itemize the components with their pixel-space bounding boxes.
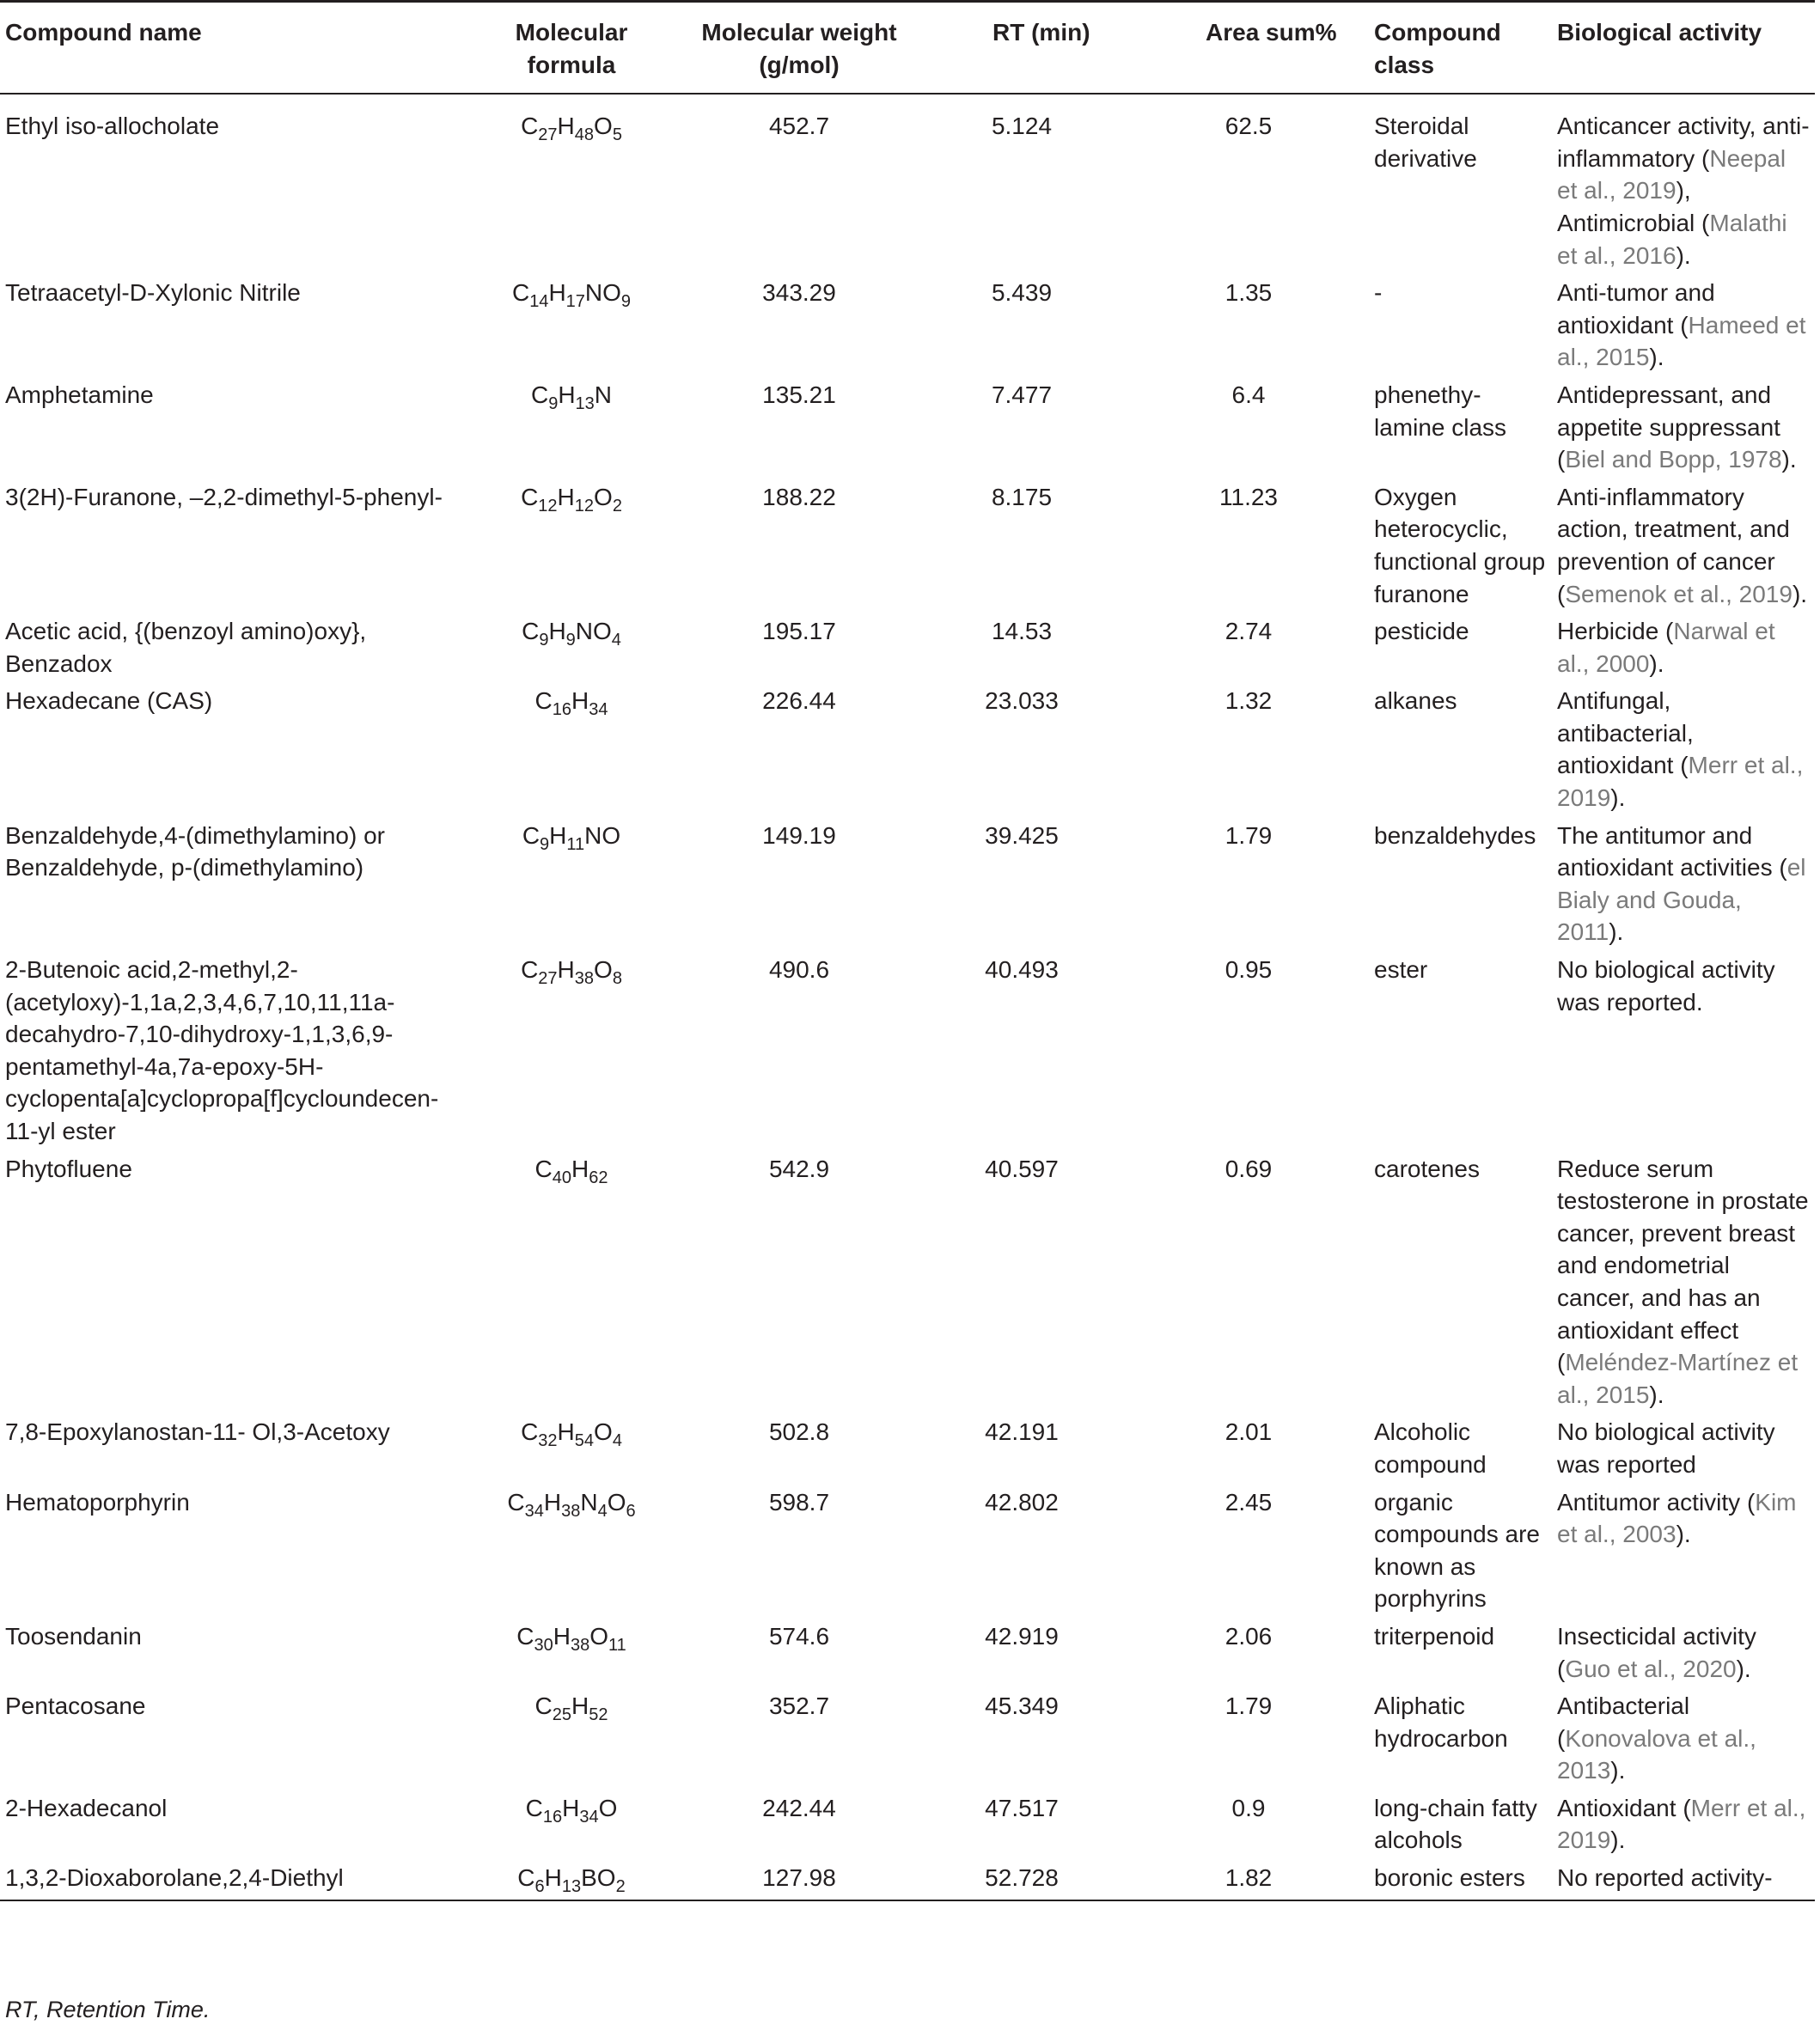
- cell-molecular-weight: 226.44: [762, 687, 836, 715]
- formula-element: H: [548, 279, 566, 307]
- cell-molecular-weight: 352.7: [768, 1692, 830, 1720]
- activity-text: Antioxidant (: [1557, 1794, 1691, 1821]
- header-biological-activity: Biological activity: [1557, 19, 1762, 46]
- cell-molecular-weight: 452.7: [768, 113, 830, 140]
- formula-element: C: [522, 618, 540, 645]
- cell-compound-name: Hexadecane (CAS): [5, 687, 213, 715]
- cell-compound-name: Ethyl iso-allocholate: [5, 113, 220, 140]
- cell-molecular-formula: [460, 1416, 683, 1485]
- table-row: [0, 1416, 1815, 1485]
- formula-element: O: [607, 1488, 626, 1516]
- cell-rt: 40.493: [985, 956, 1059, 984]
- cell-compound-name: 2-Butenoic acid,2-methyl,2-(acetyloxy)-1,1a,2,3,4,6,7,10,11,11a-decahydro-7,10-dihydroxy-1,1,3,6,9-pentamethyl-4a,7a-epoxy-5H-cyclopenta[a]cyclopropa[f]cycloundecen-11-yl ester: [5, 956, 439, 1144]
- formula-subscript: 34: [579, 1807, 599, 1827]
- activity-text: Antifungal, antibacterial, antioxidant (: [1557, 687, 1694, 779]
- cell-molecular-formula: [460, 1690, 683, 1792]
- formula-subscript: 34: [589, 700, 608, 720]
- formula-subscript: 9: [620, 292, 632, 312]
- citation-link[interactable]: Biel and Bopp, 1978: [1565, 446, 1782, 473]
- table-row: [0, 481, 1815, 615]
- cell-molecular-formula: [460, 277, 683, 379]
- cell-biological-activity: [1552, 1486, 1815, 1620]
- cell-molecular-weight: 242.44: [762, 1794, 836, 1821]
- cell-area-sum: 1.32: [1225, 687, 1273, 715]
- cell-compound-name: Amphetamine: [5, 381, 154, 408]
- formula-subscript: 9: [539, 631, 549, 650]
- formula-element: H: [557, 113, 575, 140]
- activity-text: No biological activity was reported.: [1557, 956, 1775, 1016]
- cell-molecular-weight: 135.21: [762, 381, 836, 408]
- formula-subscript: 13: [575, 393, 595, 413]
- formula-subscript: 62: [589, 1168, 608, 1187]
- citation-link[interactable]: Malathi et al., 2016: [1557, 209, 1787, 269]
- activity-text: No reported activity-: [1557, 1864, 1773, 1892]
- formula-element: NO: [575, 618, 612, 645]
- formula-subscript: 4: [611, 631, 621, 650]
- formula-subscript: 40: [552, 1168, 571, 1187]
- formula-element: C: [522, 821, 541, 849]
- cell-compound-class: Oxygen heterocyclic, functional group furanone: [1374, 483, 1546, 607]
- cell-rt: 52.728: [985, 1864, 1059, 1892]
- cell-compound-class: carotenes: [1374, 1155, 1480, 1182]
- activity-text: ).: [1609, 918, 1624, 946]
- formula-element: H: [543, 1488, 562, 1516]
- formula-element: C: [507, 1488, 525, 1516]
- cell-compound-name: Pentacosane: [5, 1692, 146, 1720]
- cell-molecular-weight: 188.22: [762, 483, 836, 510]
- cell-biological-activity: [1552, 1620, 1815, 1690]
- cell-compound-name: Phytofluene: [5, 1155, 132, 1182]
- cell-area-sum: 1.79: [1225, 1692, 1273, 1720]
- cell-area-sum: 6.4: [1231, 381, 1266, 408]
- activity-text: Antibacterial (: [1557, 1692, 1690, 1752]
- cell-compound-name: 7,8-Epoxylanostan-11- Ol,3-Acetoxy: [5, 1418, 390, 1446]
- formula-subscript: 11: [566, 834, 585, 854]
- formula-subscript: 30: [534, 1635, 553, 1655]
- formula-element: C: [517, 1864, 535, 1892]
- table-body: [0, 94, 1815, 1900]
- formula-subscript: 9: [540, 834, 550, 854]
- formula-element: H: [549, 821, 567, 849]
- cell-molecular-weight: 502.8: [768, 1418, 830, 1446]
- cell-rt: 8.175: [991, 483, 1053, 510]
- formula-element: N: [594, 381, 613, 408]
- cell-compound-class: triterpenoid: [1374, 1622, 1495, 1650]
- cell-molecular-formula: [460, 1792, 683, 1862]
- activity-text: ).: [1649, 650, 1664, 677]
- citation-link[interactable]: Semenok et al., 2019: [1565, 580, 1793, 607]
- cell-compound-name: Benzaldehyde,4-(dimethylamino) or Benzaldehyde, p-(dimethylamino): [5, 821, 385, 881]
- cell-compound-name: Tetraacetyl-D-Xylonic Nitrile: [5, 279, 301, 307]
- cell-compound-name: 3(2H)-Furanone, –2,2-dimethyl-5-phenyl-: [5, 483, 443, 510]
- cell-molecular-formula: [460, 615, 683, 685]
- cell-biological-activity: [1552, 94, 1815, 277]
- cell-rt: 47.517: [985, 1794, 1059, 1821]
- cell-area-sum: 1.79: [1225, 821, 1273, 849]
- cell-compound-class: pesticide: [1374, 618, 1469, 645]
- table-row: [0, 94, 1815, 277]
- formula-subscript: 8: [612, 969, 622, 989]
- activity-text: The antitumor and antioxidant activities (: [1557, 821, 1787, 881]
- activity-text: Anti-inflammatory action, treatment, and prevention of cancer (: [1557, 483, 1790, 607]
- cell-molecular-formula: [460, 379, 683, 481]
- formula-subscript: 16: [542, 1807, 563, 1827]
- cell-molecular-formula: [460, 94, 683, 277]
- formula-subscript: 12: [574, 496, 595, 515]
- activity-text: Anti-tumor and antioxidant (: [1557, 279, 1715, 338]
- cell-compound-name: Toosendanin: [5, 1622, 142, 1650]
- cell-rt: 5.439: [991, 279, 1053, 307]
- formula-subscript: 2: [612, 496, 622, 515]
- cell-biological-activity: [1552, 1792, 1815, 1862]
- activity-text: Reduce serum testosterone in prostate cancer, prevent breast and endometrial cancer, and has an antioxidant effect (: [1557, 1155, 1809, 1376]
- cell-molecular-formula: [460, 1153, 683, 1417]
- formula-element: C: [521, 113, 539, 140]
- table-row: [0, 1690, 1815, 1792]
- formula-element: H: [571, 1692, 589, 1720]
- citation-link[interactable]: Konovalova et al., 2013: [1557, 1724, 1756, 1784]
- cell-molecular-formula: [460, 1620, 683, 1690]
- cell-molecular-weight: 127.98: [762, 1864, 836, 1892]
- activity-text: ).: [1676, 1521, 1691, 1548]
- cell-area-sum: 2.45: [1225, 1488, 1273, 1516]
- formula-element: C: [534, 687, 553, 715]
- cell-molecular-formula: [460, 481, 683, 615]
- cell-biological-activity: [1552, 1690, 1815, 1792]
- cell-compound-name: Acetic acid, {(benzoyl amino)oxy}, Benzadox: [5, 618, 367, 677]
- citation-link[interactable]: Hameed et al., 2015: [1557, 311, 1806, 371]
- formula-element: C: [525, 1794, 543, 1821]
- cell-compound-class: phenethy-lamine class: [1374, 381, 1507, 441]
- formula-element: O: [598, 1794, 618, 1821]
- cell-molecular-weight: 574.6: [768, 1622, 830, 1650]
- formula-element: O: [594, 483, 613, 510]
- cell-area-sum: 1.35: [1225, 279, 1273, 307]
- formula-element: H: [557, 1418, 575, 1446]
- header-area-sum: Area sum%: [1206, 19, 1337, 46]
- cell-molecular-weight: 195.17: [762, 618, 836, 645]
- cell-area-sum: 2.74: [1225, 618, 1273, 645]
- table-row: [0, 379, 1815, 481]
- footnote: RT, Retention Time.: [5, 1997, 211, 2022]
- formula-element: O: [594, 113, 613, 140]
- formula-element: H: [562, 1794, 580, 1821]
- cell-molecular-weight: 598.7: [768, 1488, 830, 1516]
- cell-rt: 42.802: [985, 1488, 1059, 1516]
- header-rt: RT (min): [992, 19, 1090, 46]
- cell-compound-class: ester: [1374, 956, 1428, 984]
- formula-element: H: [557, 956, 575, 984]
- cell-compound-class: long-chain fatty alcohols: [1374, 1794, 1537, 1854]
- cell-compound-name: 1,3,2-Dioxaborolane,2,4-Diethyl: [5, 1864, 344, 1892]
- formula-element: C: [530, 381, 549, 408]
- cell-compound-class: benzaldehydes: [1374, 821, 1536, 849]
- table-row: [0, 820, 1815, 954]
- cell-biological-activity: [1552, 820, 1815, 954]
- cell-biological-activity: [1552, 1153, 1815, 1417]
- cell-area-sum: 11.23: [1219, 483, 1278, 510]
- cell-rt: 45.349: [985, 1692, 1059, 1720]
- cell-molecular-weight: 490.6: [768, 956, 830, 984]
- formula-subscript: 25: [552, 1705, 571, 1725]
- cell-compound-class: -: [1374, 279, 1383, 307]
- table-row: [0, 615, 1815, 685]
- activity-text: ).: [1649, 344, 1664, 371]
- cell-area-sum: 2.06: [1225, 1622, 1273, 1650]
- formula-element: H: [557, 483, 575, 510]
- formula-subscript: 38: [561, 1501, 581, 1521]
- activity-text: Herbicide (: [1557, 618, 1674, 645]
- formula-subscript: 9: [565, 631, 576, 650]
- formula-element: N: [580, 1488, 598, 1516]
- formula-subscript: 4: [612, 1431, 622, 1451]
- cell-compound-class: Alcoholic compound: [1374, 1418, 1487, 1478]
- formula-element: C: [534, 1155, 553, 1182]
- formula-element: C: [516, 1622, 534, 1650]
- cell-area-sum: 0.95: [1225, 956, 1273, 984]
- cell-rt: 42.919: [985, 1622, 1059, 1650]
- formula-element: NO: [584, 279, 621, 307]
- formula-subscript: 4: [597, 1501, 608, 1521]
- cell-compound-class: Steroidal derivative: [1374, 113, 1477, 172]
- formula-subscript: 13: [561, 1877, 582, 1897]
- citation-link[interactable]: Narwal et al., 2000: [1557, 618, 1775, 677]
- formula-subscript: 11: [608, 1635, 626, 1655]
- cell-molecular-weight: 149.19: [762, 821, 836, 849]
- cell-biological-activity: [1552, 954, 1815, 1153]
- formula-element: C: [534, 1692, 553, 1720]
- cell-molecular-weight: 343.29: [762, 279, 836, 307]
- formula-element: O: [594, 956, 613, 984]
- table-row: [0, 1486, 1815, 1620]
- cell-area-sum: 1.82: [1225, 1864, 1273, 1892]
- formula-subscript: 5: [612, 125, 622, 145]
- formula-subscript: 34: [524, 1501, 544, 1521]
- formula-subscript: 48: [574, 125, 595, 145]
- cell-biological-activity: [1552, 481, 1815, 615]
- table-row: [0, 1620, 1815, 1690]
- cell-rt: 14.53: [991, 618, 1053, 645]
- header-row: [0, 2, 1815, 95]
- formula-element: O: [594, 1418, 613, 1446]
- formula-element: C: [521, 956, 539, 984]
- cell-compound-class: boronic esters: [1374, 1864, 1525, 1892]
- cell-biological-activity: [1552, 1416, 1815, 1485]
- formula-subscript: 32: [538, 1431, 558, 1451]
- table-row: [0, 1862, 1815, 1900]
- formula-subscript: 27: [538, 125, 558, 145]
- cell-molecular-formula: [460, 954, 683, 1153]
- table-row: [0, 954, 1815, 1153]
- formula-subscript: 38: [570, 1635, 590, 1655]
- cell-molecular-formula: [460, 1862, 683, 1900]
- activity-text: ).: [1610, 1757, 1626, 1784]
- formula-element: BO: [581, 1864, 616, 1892]
- cell-molecular-weight: 542.9: [768, 1155, 830, 1182]
- activity-text: Antitumor activity (: [1557, 1488, 1756, 1516]
- formula-element: C: [521, 483, 539, 510]
- formula-subscript: 14: [529, 292, 549, 312]
- cell-area-sum: 2.01: [1225, 1418, 1273, 1446]
- formula-element: H: [558, 381, 576, 408]
- formula-subscript: 54: [574, 1431, 595, 1451]
- formula-element: C: [511, 279, 530, 307]
- citation-link[interactable]: Merr et al., 2019: [1557, 1794, 1806, 1854]
- formula-element: H: [571, 687, 589, 715]
- formula-subscript: 6: [534, 1877, 545, 1897]
- cell-biological-activity: [1552, 1862, 1815, 1900]
- activity-text: ).: [1649, 1381, 1664, 1408]
- cell-rt: 23.033: [985, 687, 1059, 715]
- citation-link[interactable]: Meléndez-Martínez et al., 2015: [1557, 1349, 1799, 1408]
- formula-subscript: 52: [589, 1705, 608, 1725]
- cell-biological-activity: [1552, 277, 1815, 379]
- formula-subscript: 12: [538, 496, 558, 515]
- formula-element: H: [544, 1864, 562, 1892]
- cell-compound-class: Aliphatic hydrocarbon: [1374, 1692, 1508, 1752]
- cell-molecular-formula: [460, 1486, 683, 1620]
- cell-molecular-formula: [460, 820, 683, 954]
- cell-biological-activity: [1552, 685, 1815, 819]
- table-row: [0, 1153, 1815, 1417]
- citation-link[interactable]: Guo et al., 2020: [1565, 1655, 1737, 1682]
- activity-text: Antidepressant, and appetite suppressant (: [1557, 381, 1780, 473]
- formula-subscript: 9: [548, 393, 559, 413]
- formula-element: H: [548, 618, 566, 645]
- header-compound-name: Compound name: [5, 19, 202, 46]
- formula-element: C: [521, 1418, 539, 1446]
- formula-element: NO: [584, 821, 621, 849]
- activity-text: ).: [1736, 1655, 1751, 1682]
- activity-text: No biological activity was reported: [1557, 1418, 1775, 1478]
- header-compound-class: Compound class: [1374, 19, 1501, 78]
- formula-subscript: 6: [626, 1501, 636, 1521]
- cell-rt: 39.425: [985, 821, 1059, 849]
- formula-subscript: 27: [538, 969, 558, 989]
- citation-link[interactable]: Kim et al., 2003: [1557, 1488, 1797, 1548]
- formula-element: O: [589, 1622, 608, 1650]
- table-row: [0, 685, 1815, 819]
- formula-element: H: [571, 1155, 589, 1182]
- activity-text: Insecticidal activity (: [1557, 1622, 1756, 1682]
- cell-compound-class: alkanes: [1374, 687, 1457, 715]
- cell-compound-class: organic compounds are known as porphyrins: [1374, 1488, 1541, 1613]
- activity-text: ).: [1610, 784, 1626, 812]
- formula-subscript: 2: [615, 1877, 626, 1897]
- activity-text: ), Antimicrobial (: [1557, 177, 1710, 236]
- table-row: [0, 1792, 1815, 1862]
- cell-compound-name: Hematoporphyrin: [5, 1488, 190, 1516]
- header-molecular-weight: Molecular weight (g/mol): [701, 19, 897, 78]
- cell-rt: 40.597: [985, 1155, 1059, 1182]
- cell-area-sum: 0.69: [1225, 1155, 1273, 1182]
- cell-rt: 7.477: [991, 381, 1053, 408]
- cell-area-sum: 0.9: [1231, 1794, 1266, 1821]
- citation-link[interactable]: Neepal et al., 2019: [1557, 144, 1786, 204]
- cell-area-sum: 62.5: [1225, 113, 1273, 140]
- cell-rt: 42.191: [985, 1418, 1059, 1446]
- citation-link[interactable]: Merr et al., 2019: [1557, 752, 1804, 812]
- citation-link[interactable]: el Bialy and Gouda, 2011: [1557, 854, 1806, 946]
- formula-subscript: 17: [565, 292, 585, 312]
- activity-text: Anticancer activity, anti-inflammatory (: [1557, 113, 1810, 172]
- formula-subscript: 38: [574, 969, 595, 989]
- activity-text: ).: [1792, 580, 1808, 607]
- activity-text: ).: [1610, 1827, 1626, 1854]
- formula-subscript: 16: [552, 700, 571, 720]
- activity-text: ).: [1781, 446, 1797, 473]
- cell-biological-activity: [1552, 615, 1815, 685]
- cell-compound-name: 2-Hexadecanol: [5, 1794, 168, 1821]
- table-row: [0, 277, 1815, 379]
- activity-text: ).: [1676, 241, 1691, 269]
- cell-rt: 5.124: [991, 113, 1053, 140]
- cell-molecular-formula: [460, 685, 683, 819]
- formula-element: H: [553, 1622, 571, 1650]
- cell-biological-activity: [1552, 379, 1815, 481]
- header-molecular-formula: Molecular formula: [515, 19, 628, 78]
